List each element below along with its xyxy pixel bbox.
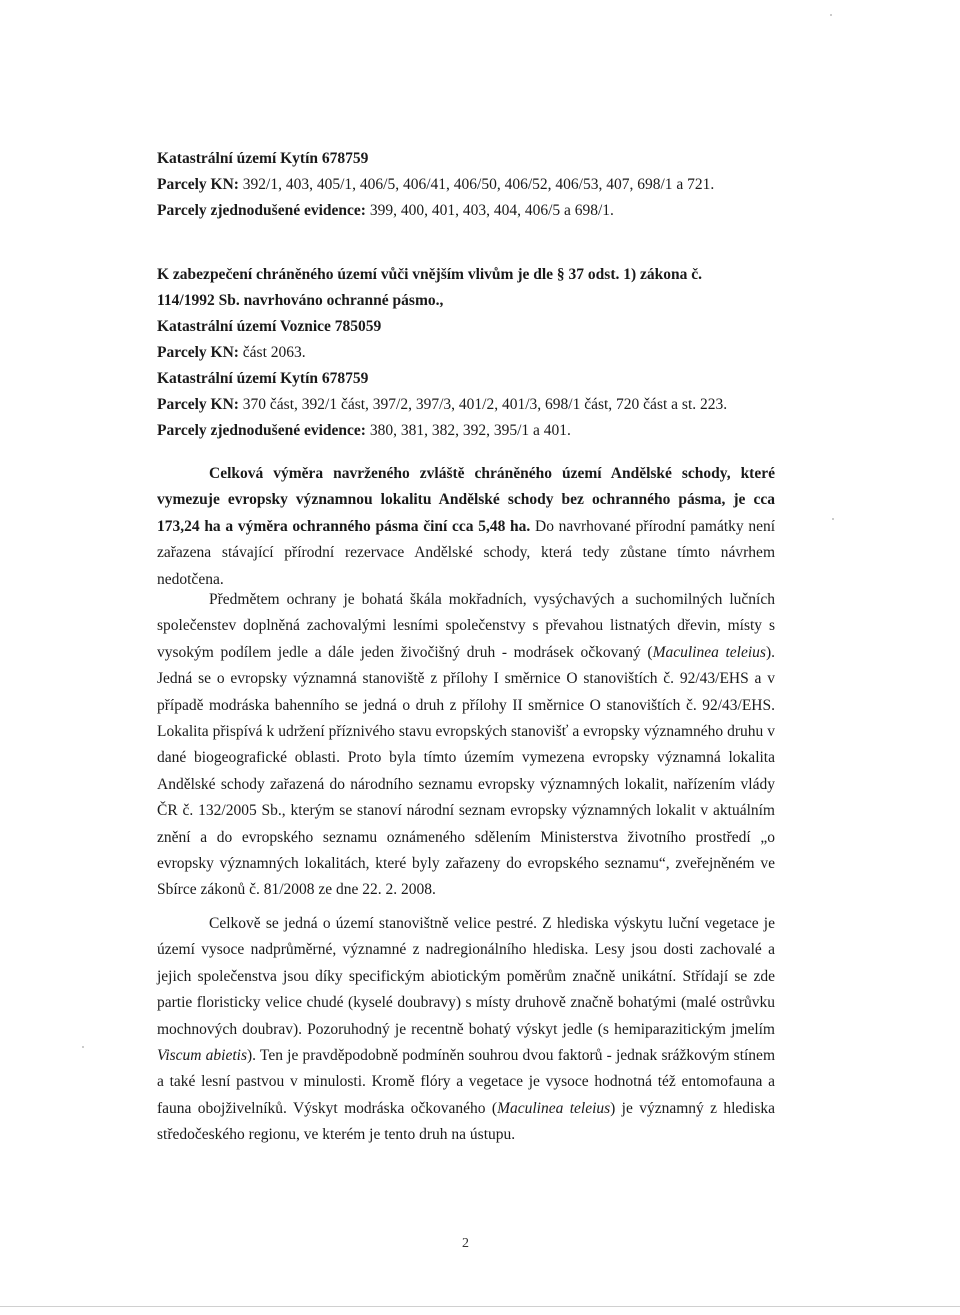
paragraph-text: Celkově se jedná o území stanovištně velice pestré. Z hlediska výskytu luční vegetace je území vysoce nadprůměrné, významné z nadregionálního hlediska. Lesy jsou dosti zachovalé a jejich společenstva jsou díky specifickým abiotickým poměrům značně unikátní. Střídají se zde partie floristicky velice chudé (kyselé doubravy) s místy druhově značně bohatými (malé ostrůvku mochnových doubrav). Pozoruhodný je recentně bohatý výskyt jedle (s hemiparazitickým jmelím [157, 915, 775, 1038]
parcels-kn-line [157, 172, 775, 198]
page-number: 2 [462, 1236, 469, 1251]
cadastral-heading: Katastrální území Voznice 785059 [157, 318, 382, 335]
total-area-text: Do navrhované přírodní památky není zařazena stávající přírodní rezervace Andělské schody, která tedy zůstane tímto návrhem nedotčena. [157, 517, 775, 588]
parcels-kn-values: 392/1, 403, 405/1, 406/5, 406/41, 406/50, 406/52, 406/53, 407, 698/1 a 721. [238, 176, 715, 193]
scan-speck [832, 518, 834, 520]
parcels-simplified-line [157, 198, 775, 224]
species-name: Maculinea teleius [497, 1099, 611, 1117]
parcels-kn-label: Parcely KN: [157, 396, 239, 413]
species-name: Maculinea teleius [652, 643, 766, 661]
buffer-intro-line: K zabezpečení chráněného území vůči vnějším vlivům je dle § 37 odst. 1) zákona č. [157, 266, 703, 283]
paragraph-total-area [157, 461, 775, 593]
scan-speck [82, 1046, 84, 1048]
parcels-kn-label: Parcely KN: [157, 344, 239, 361]
cadastral-heading: Katastrální území Kytín 678759 [157, 370, 369, 387]
species-name: Viscum abietis [157, 1047, 247, 1065]
parcels-kn-values: 370 část, 392/1 část, 397/2, 397/3, 401/2, 401/3, 698/1 část, 720 část a st. 223. [238, 396, 728, 413]
total-area-bold: Celková výměra navrženého zvláště chráněného území Andělské schody, které vymezuje evropsky významnou lokalitu Andělské schody bez ochranného pásma, je cca 173,24 ha a výměra ochranného pásma činí cca 5,48 ha. [157, 465, 775, 535]
parcels-kn-label: Parcely KN: [157, 176, 239, 193]
parcels-kn-line [157, 340, 775, 366]
paragraph-protection-subject [157, 587, 775, 904]
parcels-simplified-label: Parcely zjednodušené evidence: [157, 422, 366, 439]
paragraph-text: ) je významný z hlediska středočeského regionu, ve kterém je tento druh na ústupu. [157, 1099, 776, 1144]
parcels-simplified-label: Parcely zjednodušené evidence: [157, 202, 366, 219]
paragraph-text: ). Jedná se o evropsky významná stanoviště z přílohy I směrnice O stanovištích č. 92/43/EHS a v případě modráska bahenního se jedná o druh z přílohy II směrnice O stanovištích č. 92/43/EHS. Lokalita přispívá k udržení příznivého stavu evropských stanovišť a evropsky významného druhu v dané biogeografické oblasti. Proto byla tímto územím vymezena evropsky významná lokalita Andělské schody zařazená do národního seznamu evropsky významných lokalit, nařízením vlády ČR č. 132/2005 Sb., kterým se stanoví národní seznam evropsky významných lokalit v aktuálním znění a do evropského seznamu oznámeného sdělením Ministerstva životního prostředí „o evropsky významných lokalitách, které byly zařazeny do evropského seznamu“, zveřejněném ve Sbírce zákonů č. 81/2008 ze dne 22. 2. 2008. [157, 643, 775, 899]
parcels-simplified-values: 380, 381, 382, 392, 395/1 a 401. [365, 422, 571, 439]
paragraph-text: Předmětem ochrany je bohatá škála mokřadních, vysýchavých a suchomilných lučních společenstev doplněná zachovalými lesními společenstvy s převahou listnatých dřevin, místy s vysokým podílem jedle a dále jeden živočišný druh - modrásek očkovaný ( [157, 591, 775, 661]
buffer-intro-line: 114/1992 Sb. navrhováno ochranné pásmo., [157, 292, 444, 309]
paragraph-text: ). Ten je pravděpodobně podmíněn souhrou dvou faktorů - jednak srážkovým stínem a také lesní pastvou v minulosti. Kromě flóry a vegetace je vysoce hodnotná též entomofauna a fauna obojživelníků. Výskyt modráska očkovaného ( [157, 1047, 775, 1117]
scan-edge-line [0, 1306, 960, 1307]
paragraph-habitat-description [157, 911, 775, 1149]
parcels-simplified-values: 399, 400, 401, 403, 404, 406/5 a 698/1. [365, 202, 614, 219]
section-parcels-core [157, 146, 775, 224]
parcels-kn-values: část 2063. [238, 344, 306, 361]
parcels-kn-line [157, 392, 775, 418]
parcels-simplified-line [157, 418, 775, 444]
section-buffer-zone [157, 262, 775, 444]
cadastral-heading: Katastrální území Kytín 678759 [157, 150, 369, 167]
scan-speck [830, 14, 832, 16]
